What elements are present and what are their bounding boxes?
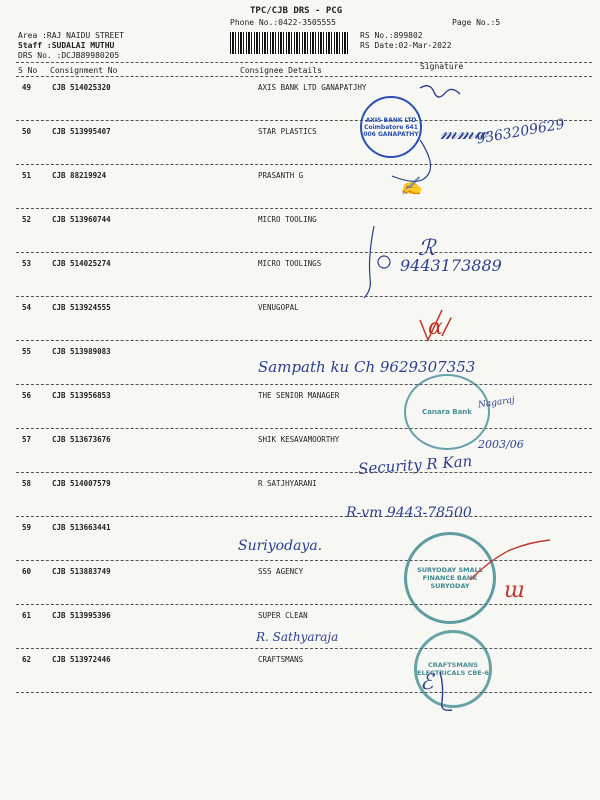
stroke-axis-sign <box>420 86 460 97</box>
row-consignment-no: CJB 514007579 <box>52 479 111 488</box>
suryoday-bank-stamp: SURYODAY SMALL FINANCE BANK SURYODAY <box>404 532 496 624</box>
stroke-red-check <box>470 540 550 580</box>
row-sno: 60 <box>22 567 32 576</box>
row-consignment-no: CJB 514025320 <box>52 83 111 92</box>
row-consignee: STAR PLASTICS <box>258 127 317 136</box>
handwritten-security: Security R Kan <box>357 452 473 478</box>
rs-number: RS No.:899802 <box>360 31 423 40</box>
row-consignment-no: CJB 513995396 <box>52 611 111 620</box>
row-consignment-no: CJB 514025274 <box>52 259 111 268</box>
row-sno: 54 <box>22 303 32 312</box>
handwritten-nagaraj: Nagaraj <box>477 395 516 411</box>
signature-prasanth: ✍ <box>400 176 423 197</box>
sheet-title: TPC/CJB DRS - PCG <box>250 6 343 16</box>
row-consignment-no: CJB 513960744 <box>52 215 111 224</box>
row-consignment-no: CJB 513989083 <box>52 347 111 356</box>
handwritten-phone-1: 9363209629 <box>475 116 566 148</box>
row-consignment-no: CJB 513663441 <box>52 523 111 532</box>
row-sno: 57 <box>22 435 32 444</box>
row-sno: 55 <box>22 347 32 356</box>
row-consignment-no: CJB 513883749 <box>52 567 111 576</box>
handwritten-suriyodaya: Suriyodaya. <box>238 538 323 554</box>
rs-date: RS Date:02-Mar-2022 <box>360 41 452 50</box>
signature-craftsmans: ℰ <box>420 670 434 695</box>
row-sno: 51 <box>22 171 32 180</box>
craftsmans-stamp: CRAFTSMANS ELECTRICALS CBE-6 <box>414 630 492 708</box>
handwritten-phone-2: 9443173889 <box>400 256 502 275</box>
stroke-red-mark <box>420 310 442 340</box>
handwritten-ref: 2003/06 <box>478 438 524 451</box>
row-sno: 50 <box>22 127 32 136</box>
row-consignee: SUPER CLEAN <box>258 611 308 620</box>
row-consignment-no: CJB 513924555 <box>52 303 111 312</box>
row-consignee: PRASANTH G <box>258 171 304 180</box>
page-number: Page No.:5 <box>452 18 501 27</box>
row-consignee: R SATJHYARANI <box>258 479 317 488</box>
row-sno: 61 <box>22 611 32 620</box>
row-consignee: MICRO TOOLINGS <box>258 259 322 268</box>
row-sno: 62 <box>22 655 32 664</box>
signature-sss-agency: ɯ <box>504 578 525 603</box>
axis-bank-stamp: AXIS BANK LTD Coimbatore 641 006 GANAPATHY <box>360 96 422 158</box>
row-sno: 49 <box>22 83 32 92</box>
canara-bank-stamp: Canara Bank <box>404 374 490 450</box>
row-consignee: VENUGOPAL <box>258 303 299 312</box>
col-consignment: Consignment No <box>50 66 118 75</box>
row-sno: 58 <box>22 479 32 488</box>
stroke-circle <box>378 256 390 268</box>
row-consignee: THE SENIOR MANAGER <box>258 391 340 400</box>
row-sno: 52 <box>22 215 32 224</box>
col-signature: Signature <box>420 62 464 71</box>
stroke-tooling <box>364 226 374 298</box>
row-consignment-no: CJB 88219924 <box>52 171 107 180</box>
handwritten-sathyarani: R-vm 9443-78500 <box>346 505 472 521</box>
row-sno: 53 <box>22 259 32 268</box>
phone-number: Phone No.:0422-3505555 <box>230 18 336 27</box>
col-sno: S No <box>18 66 38 75</box>
col-consignee: Consignee Details <box>240 66 322 75</box>
handwritten-sathyaraja: R. Sathyaraja <box>256 630 339 644</box>
row-consignee: CRAFTSMANS <box>258 655 304 664</box>
row-consignment-no: CJB 513995407 <box>52 127 111 136</box>
drs-number: DRS No. :DCJB89980205 <box>18 51 120 60</box>
signature-micro-tooling: ℛ <box>418 236 436 261</box>
staff-field: Staff :SUDALAI MUTHU <box>18 41 115 50</box>
handwritten-sampath: Sampath ku Ch 9629307353 <box>258 358 476 376</box>
row-sno: 56 <box>22 391 32 400</box>
area-field: Area :RAJ NAIDU STREET <box>18 31 124 40</box>
stroke-craftsmans <box>440 672 452 710</box>
row-consignment-no: CJB 513956853 <box>52 391 111 400</box>
row-sno: 59 <box>22 523 32 532</box>
row-consignment-no: CJB 513972446 <box>52 655 111 664</box>
stroke-plastics <box>392 140 431 181</box>
row-consignee: AXIS BANK LTD GANAPATJHY <box>258 83 367 92</box>
signature-star-plastics: 𝓂𝓂𝓌 <box>440 120 488 144</box>
row-consignee: SHIK KESAVAMOORTHY <box>258 435 340 444</box>
row-consignment-no: CJB 513673676 <box>52 435 111 444</box>
row-consignee: MICRO TOOLING <box>258 215 317 224</box>
row-consignee: SSS AGENCY <box>258 567 304 576</box>
signature-venugopal: ɑ/ <box>428 315 451 340</box>
